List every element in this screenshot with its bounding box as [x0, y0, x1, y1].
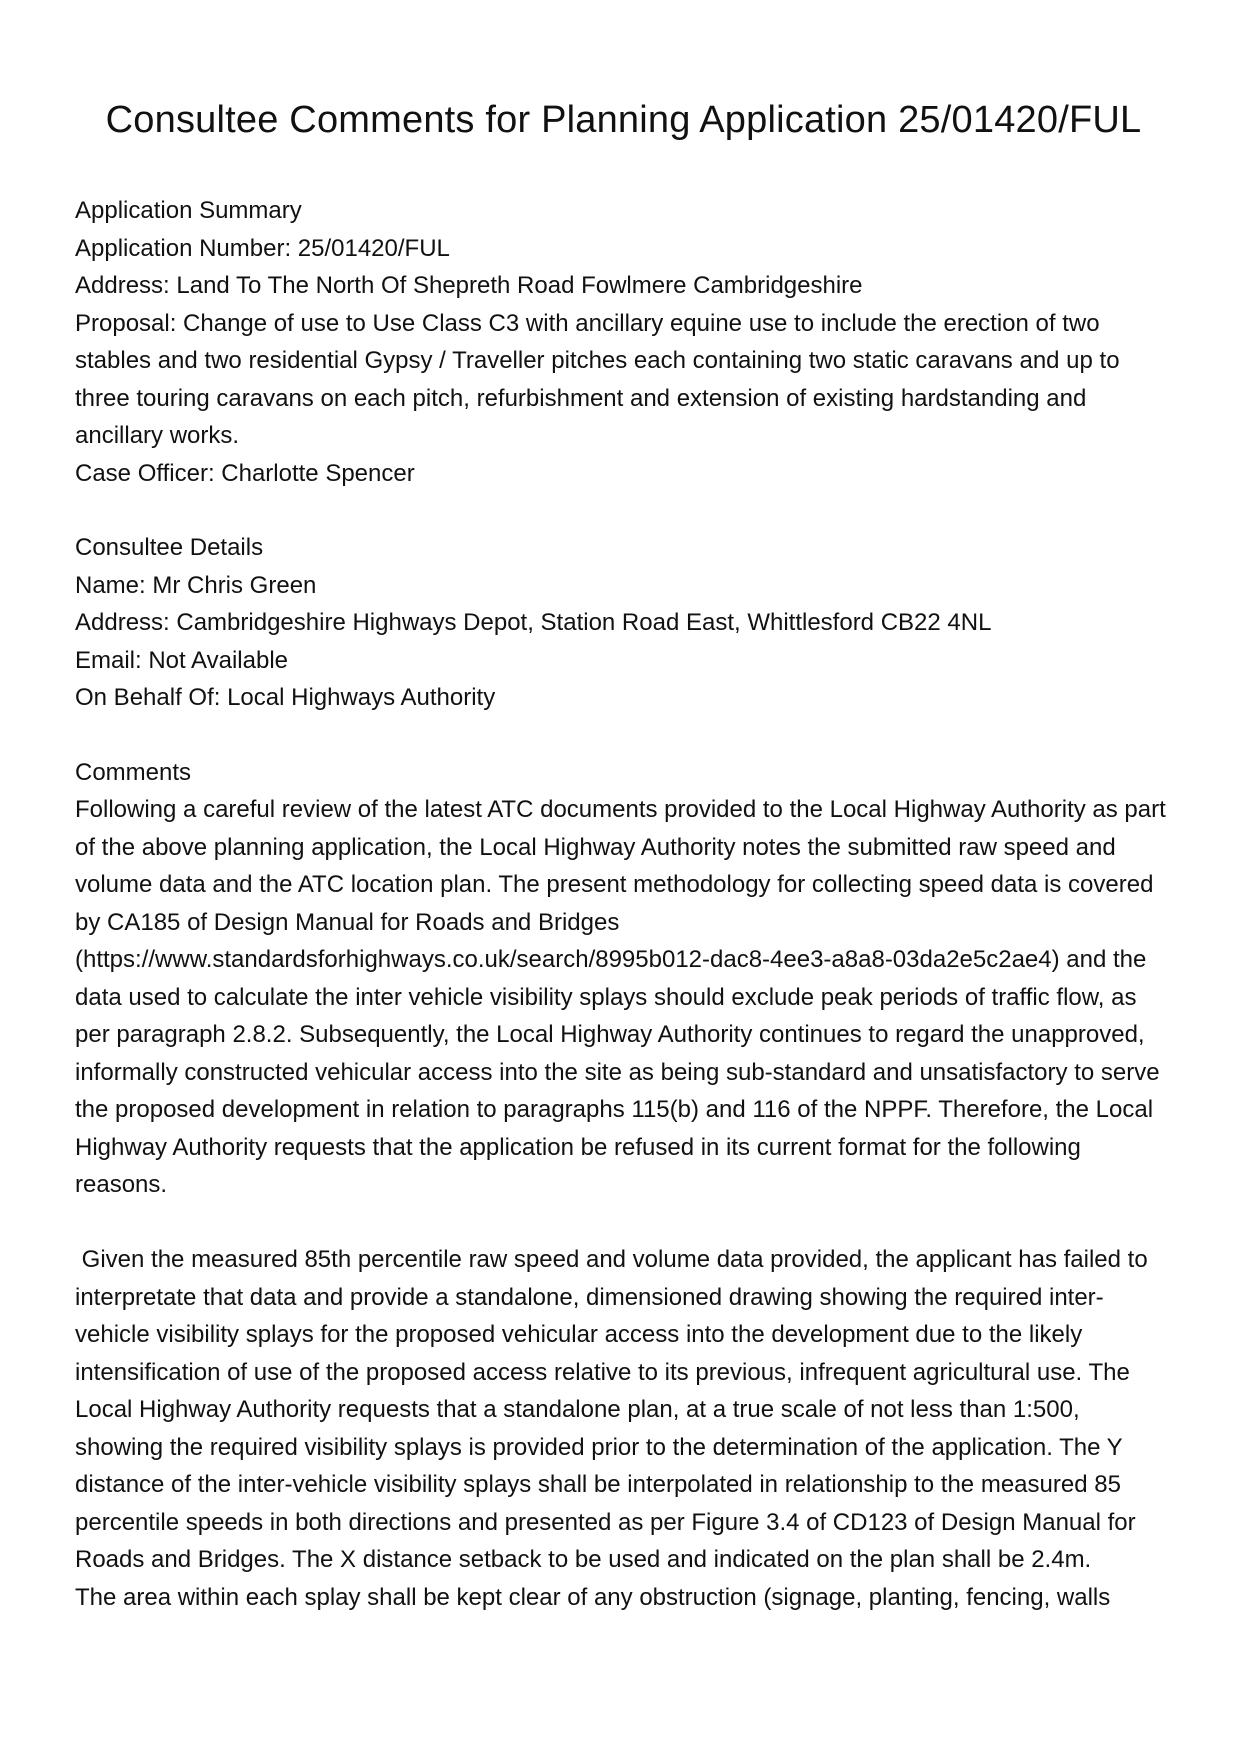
comment-paragraph-3: The area within each splay shall be kept clear of any obstruction (signage, planting, fencing, walls [75, 1583, 1111, 1611]
comment-paragraph-1: Following a careful review of the latest ATC documents provided to the Local Highway Authority as part of the above planning application, the Local Highway Authority notes the submitted raw speed and volume data and the ATC location plan. The present methodology for collecting speed data is covered by CA185 of Design Manual for Roads and Bridges (https://www.standardsforhighways.co.uk/search/8995b012-dac8-4ee3-a8a8-03da2e5c2ae4) and the data used to calculate the inter vehicle visibility splays should exclude peak periods of traffic flow, as per paragraph 2.8.2. Subsequently, the Local Highway Authority continues to regard the unapproved, informally constructed vehicular access into the site as being sub-standard and unsatisfactory to serve the proposed development in relation to paragraphs 115(b) and 116 of the NPPF. Therefore, the Local Highway Authority requests that the application be refused in its current format for the following reasons. [75, 796, 1166, 1198]
consultee-address: Address: Cambridgeshire Highways Depot, Station Road East, Whittlesford CB22 4NL [75, 609, 992, 636]
application-proposal: Proposal: Change of use to Use Class C3 with ancillary equine use to include the erection of two stables and two residential Gypsy / Traveller pitches each containing two static caravans and up to three touring caravans on each pitch, refurbishment and extension of existing hardstanding and ancillary works. [75, 309, 1120, 449]
consultee-details-section [75, 529, 1172, 717]
comment-paragraph-2: Given the measured 85th percentile raw speed and volume data provided, the applicant has failed to interpretate that data and provide a standalone, dimensioned drawing showing the required inter-vehicle visibility splays for the proposed vehicular access into the development due to the likely intensification of use of the proposed access relative to its previous, infrequent agricultural use. The Local Highway Authority requests that a standalone plan, at a true scale of not less than 1:500, showing the required visibility splays is provided prior to the determination of the application. The Y distance of the inter-vehicle visibility splays shall be interpolated in relationship to the measured 85 percentile speeds in both directions and presented as per Figure 3.4 of CD123 of Design Manual for Roads and Bridges. The X distance setback to be used and indicated on the plan shall be 2.4m. [75, 1246, 1155, 1573]
application-summary-heading: Application Summary [75, 197, 302, 224]
comments-heading: Comments [75, 758, 192, 786]
consultee-name: Name: Mr Chris Green [75, 571, 317, 599]
application-number: Application Number: 25/01420/FUL [75, 234, 450, 262]
document-title: Consultee Comments for Planning Application 25/01420/FUL [105, 99, 1142, 141]
case-officer: Case Officer: Charlotte Spencer [75, 459, 415, 487]
consultee-on-behalf-of: On Behalf Of: Local Highways Authority [75, 684, 496, 711]
application-address: Address: Land To The North Of Shepreth Road Fowlmere Cambridgeshire [75, 272, 863, 299]
comments-section [75, 754, 1172, 1617]
application-summary-section [75, 192, 1172, 492]
consultee-details-heading: Consultee Details [75, 534, 264, 561]
consultee-email: Email: Not Available [75, 646, 288, 674]
